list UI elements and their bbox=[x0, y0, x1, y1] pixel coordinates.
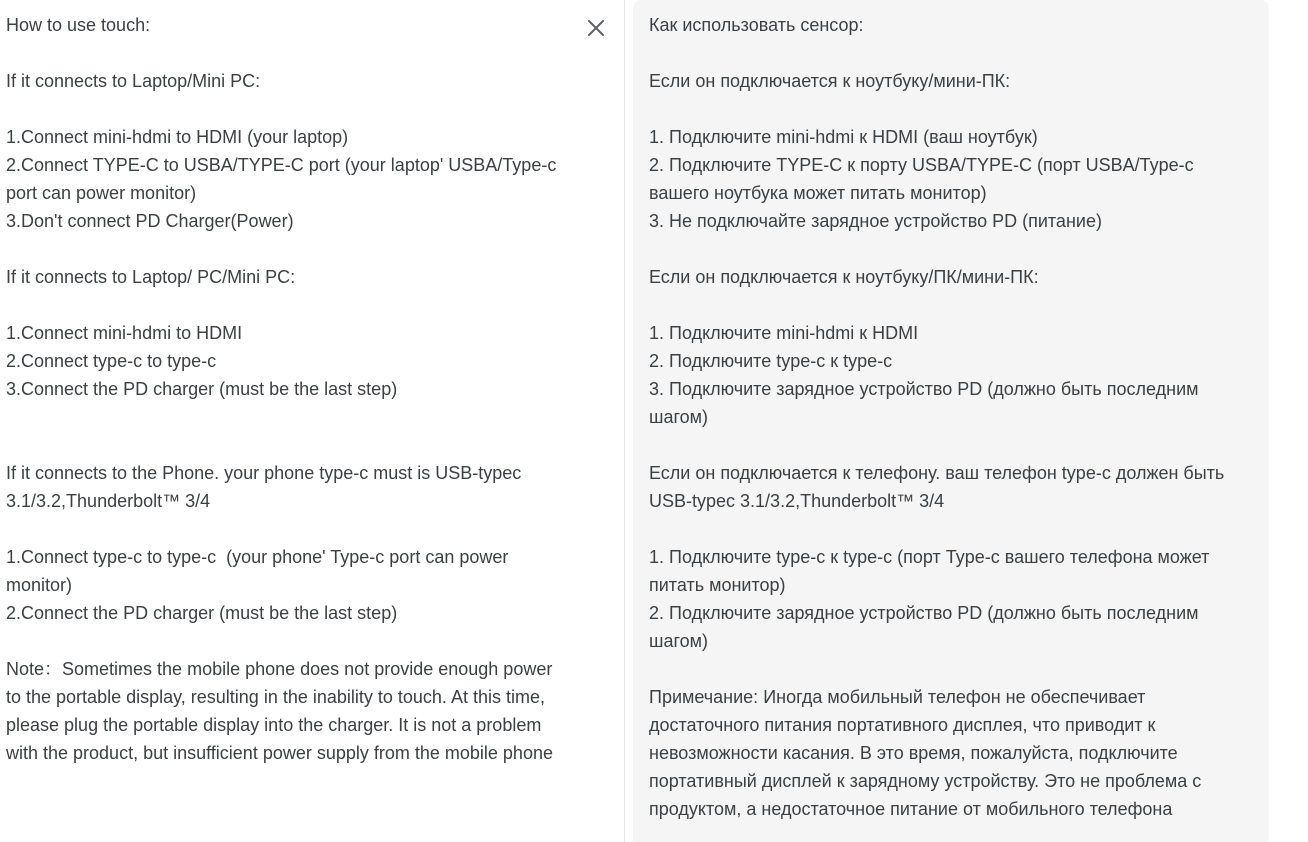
translation-panel bbox=[633, 0, 1269, 842]
source-text-area[interactable]: How to use touch: If it connects to Laptop/Mini PC: 1.Connect mini-hdmi to HDMI (your laptop) 2.Connect TYPE-C to USBA/TYPE-C port (your laptop' USBA/Type-c port can power monitor) 3.Don't connect PD Charger(Power) If it connects to Laptop/ PC/Mini PC: 1.Connect mini-hdmi to HDMI 2.Connect type-c to type-c 3.Connect the PD charger (must be the last step) If it connects to the Phone. your phone type-c must is USB-typec 3.1/3.2,Thunderbolt™ 3/4 1.Connect type-c to type-c (your phone' Type-c port can power monitor) 2.Connect the PD charger (must be the last step) Note：Sometimes the mobile phone does not provide enough power to the portable display, resulting in the inability to touch. At this time, please plug the portable display into the charger. It is not a problem with the product, but insufficient power supply from the mobile phone bbox=[6, 15, 557, 763]
source-panel[interactable] bbox=[0, 0, 624, 842]
translation-text: Как использовать сенсор: Если он подключается к ноутбуку/мини-ПК: 1. Подключите mini-hdmi к HDMI (ваш ноутбук) 2. Подключите TYPE-C к порту USBA/TYPE-C (порт USBA/Type-c вашего ноутбука может питать монитор) 3. Не подключайте зарядное устройство PD (питание) Если он подключается к ноутбуку/ПК/мини-ПК: 1. Подключите mini-hdmi к HDMI 2. Подключите type-c к type-c 3. Подключите зарядное устройство PD (должно быть последним шагом) Если он подключается к телефону. ваш телефон type-c должен быть USB-typec 3.1/3.2,Thunderbolt™ 3/4 1. Подключите type-c к type-c (порт Type-c вашего телефона может питать монитор) 2. Подключите зарядное устройство PD (должно быть последним шагом) Примечание: Иногда мобильный телефон не обеспечивает достаточного питания портативного дисплея, что приводит к невозможности касания. В это время, пожалуйста, подключите портативный дисплей к зарядному устройству. Это не проблема с продуктом, а недостаточное питание от мобильного телефона bbox=[649, 15, 1225, 819]
close-icon bbox=[586, 18, 606, 38]
panel-divider bbox=[624, 0, 625, 842]
clear-source-button[interactable] bbox=[580, 12, 612, 44]
